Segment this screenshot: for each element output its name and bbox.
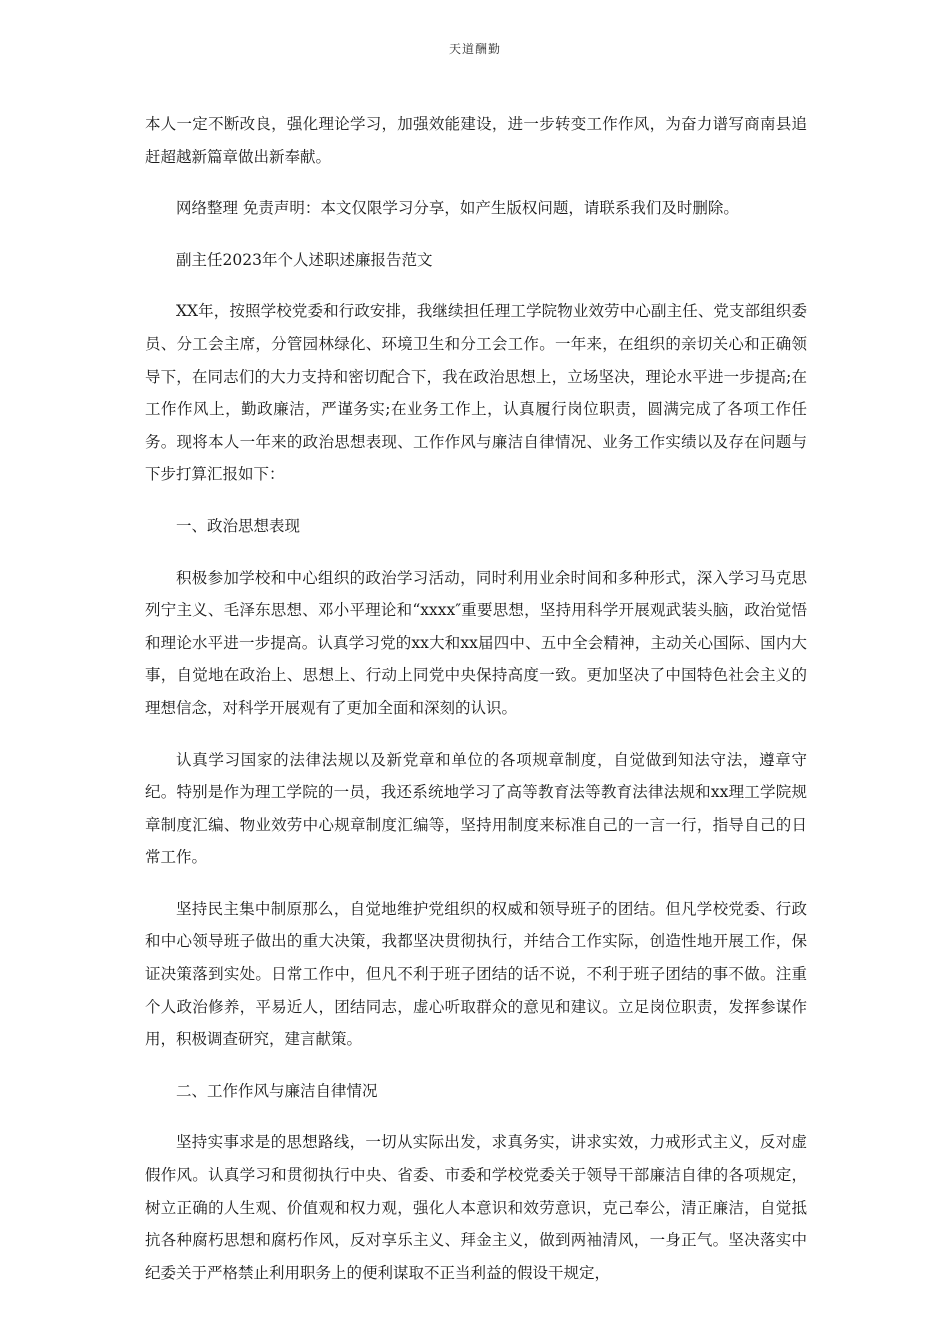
paragraph-political-study: 积极参加学校和中心组织的政治学习活动，同时利用业余时间和多种形式，深入学习马克思列宁主义、毛泽东思想、邓小平理论和“xxxx″重要思想，坚持用科学开展观武装头脑，政治觉悟和理论水平进一步提高。认真学习党的xx大和xx届四中、五中全会精神，主动关心国际、国内大事，自觉地在政治上、思想上、行动上同党中央保持高度一致。更加坚决了中国特色社会主义的理想信念，对科学开展观有了更加全面和深刻的认识。 bbox=[145, 568, 807, 717]
document-title: 副主任2023年个人述职述廉报告范文 bbox=[176, 250, 433, 269]
section-heading-political: 一、政治思想表现 bbox=[176, 516, 301, 535]
paragraph-closing: 本人一定不断改良，强化理论学习，加强效能建设，进一步转变工作作风，为奋力谱写商南县追赶超越新篇章做出新奉献。 bbox=[145, 115, 807, 166]
paragraph-law-study: 认真学习国家的法律法规以及新党章和单位的各项规章制度，自觉做到知法守法，遵章守纪。特别是作为理工学院的一员，我还系统地学习了高等教育法等教育法律法规和xx理工学院规章制度汇编、物业效劳中心规章制度汇编等，坚持用制度来标准自己的一言一行，指导自己的日常工作。 bbox=[145, 750, 807, 867]
page-header: 天道酬勤 bbox=[448, 42, 501, 56]
document-body bbox=[145, 108, 807, 1308]
paragraph-work-style: 坚持实事求是的思想路线，一切从实际出发，求真务实，讲求实效，力戒形式主义，反对虚假作风。认真学习和贯彻执行中央、省委、市委和学校党委关于领导干部廉洁自律的各项规定，树立正确的人生观、价值观和权力观，强化人本意识和效劳意识，克己奉公，清正廉洁，自觉抵抗各种腐朽思想和腐朽作风，反对享乐主义、拜金主义，做到两袖清风，一身正气。坚决落实中纪委关于严格禁止利用职务上的便利谋取不正当利益的假设干规定， bbox=[145, 1133, 807, 1282]
disclaimer-text: 网络整理 免责声明：本文仅限学习分享，如产生版权问题，请联系我们及时删除。 bbox=[176, 199, 739, 218]
section-heading-work-style: 二、工作作风与廉洁自律情况 bbox=[176, 1081, 378, 1100]
paragraph-intro: XX年，按照学校党委和行政安排，我继续担任理工学院物业效劳中心副主任、党支部组织委员、分工会主席，分管园林绿化、环境卫生和分工会工作。一年来，在组织的亲切关心和正确领导下，在同志们的大力支持和密切配合下，我在政治思想上，立场坚决，理论水平进一步提高;在工作作风上，勤政廉洁，严谨务实;在业务工作上，认真履行岗位职责，圆满完成了各项工作任务。现将本人一年来的政治思想表现、工作作风与廉洁自律情况、业务工作实绩以及存在问题与下步打算汇报如下： bbox=[145, 302, 807, 484]
paragraph-democratic-centralism: 坚持民主集中制原那么，自觉地维护党组织的权威和领导班子的团结。但凡学校党委、行政和中心领导班子做出的重大决策，我都坚决贯彻执行，并结合工作实际，创造性地开展工作，保证决策落到实处。日常工作中，但凡不利于班子团结的话不说，不利于班子团结的事不做。注重个人政治修养，平易近人，团结同志，虚心听取群众的意见和建议。立足岗位职责，发挥参谋作用，积极调查研究，建言献策。 bbox=[145, 899, 807, 1049]
